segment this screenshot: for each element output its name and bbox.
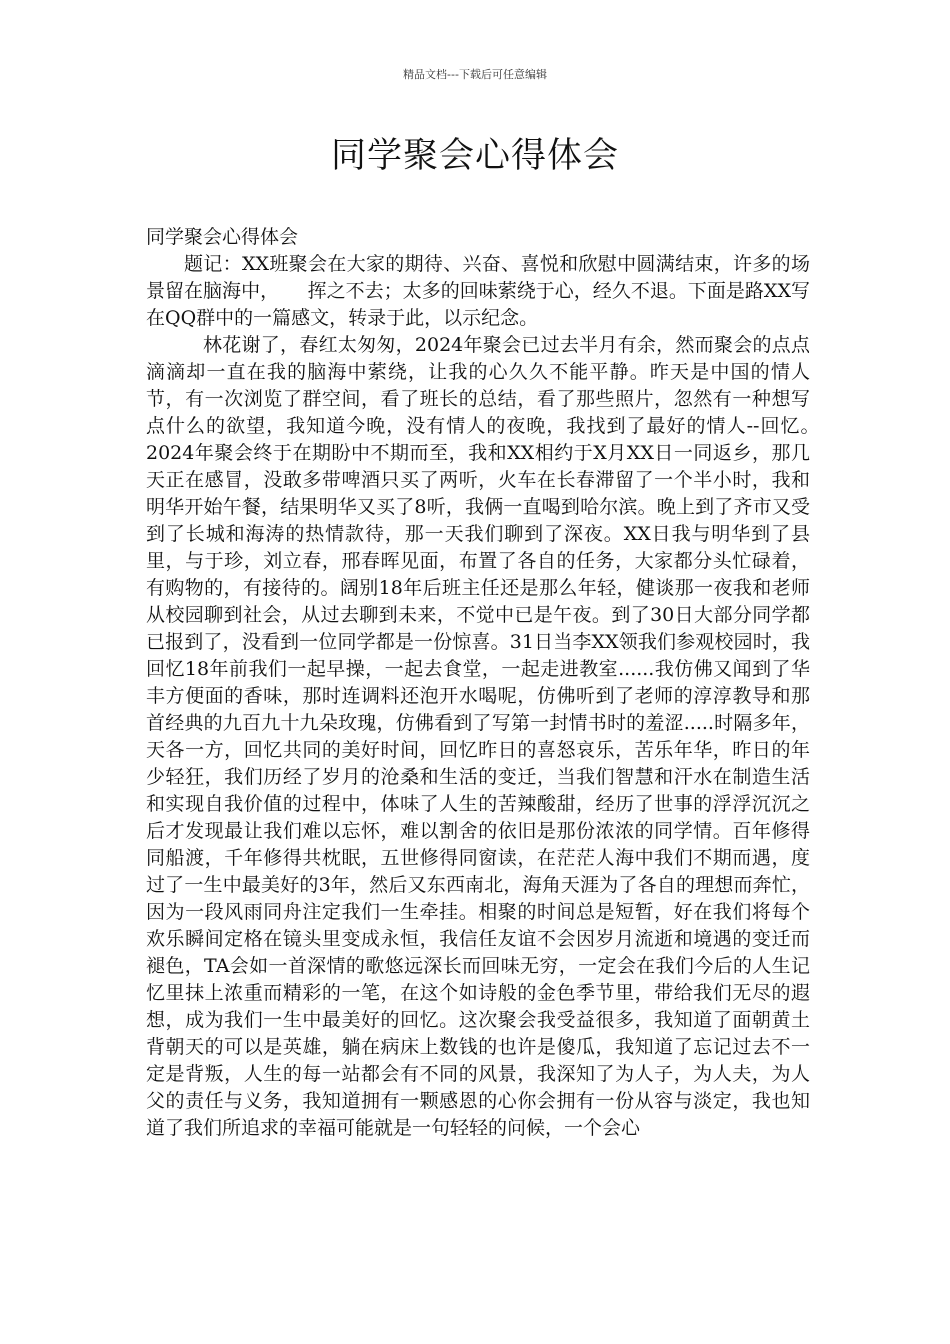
paragraph-main: 林花谢了，春红太匆匆，2024年聚会已过去半月有余，然而聚会的点点滴滴却一直在我的脑海中萦绕，让我的心久久不能平静。昨天是中国的情人节，有一次浏览了群空间，看了班长的总结，看了那些照片，忽然有一种想写点什么的欲望，我知道今晚，没有情人的夜晚，我找到了最好的情人--回忆。 2024年聚会终于在期盼中不期而至，我和XX相约于X月XX日一同返乡，那几天正在感冒，没敢多带啤酒只买了两听，火车在长春滞留了一个半小时，我和明华开始午餐，结果明华又买了8听，我俩一直喝到哈尔滨。晚上到了齐市又受到了长城和海涛的热情款待，那一天我们聊到了深夜。XX日我与明华到了县里，与于珍，刘立春，邢春晖见面，布置了各自的任务，大家都分头忙碌着，有购物的，有接待的。阔别18年后班主任还是那么年轻，健谈那一夜我和老师从校园聊到社会，从过去聊到未来，不觉中已是午夜。到了30日大部分同学都已报到了，没看到一位同学都是一份惊喜。31日当李XX领我们参观校园时，我回忆18年前我们一起早操，一起去食堂，一起走进教室......我仿佛又闻到了华丰方便面的香味，那时连调料还泡开水喝呢，仿佛听到了老师的淳淳教导和那首经典的九百九十九朵玫瑰，仿佛看到了写第一封情书时的羞涩.....时隔多年，天各一方，回忆共同的美好时间，回忆昨日的喜怒哀乐，苦乐年华，昨日的年少轻狂，我们历经了岁月的沧桑和生活的变迁，当我们智慧和汗水在制造生活和实现自我价值的过程中，体味了人生的苦辣酸甜，经历了世事的浮浮沉沉之后才发现最让我们难以忘怀，难以割舍的依旧是那份浓浓的同学情。百年修得同船渡，千年修得共枕眠，五世修得同窗读，在茫茫人海中我们不期而遇，度过了一生中最美好的3年，然后又东西南北，海角天涯为了各自的理想而奔忙，因为一段风雨同舟注定我们一生牵挂。相聚的时间总是短暂，好在我们将每个欢乐瞬间定格在镜头里变成永恒，我信任友谊不会因岁月流逝和境遇的变迁而褪色，TA会如一首深情的歌悠远深长而回味无穷，一定会在我们今后的人生记忆里抹上浓重而精彩的一笔，在这个如诗般的金色季节里，带给我们无尽的遐想，成为我们一生中最美好的回忆。这次聚会我受益很多，我知道了面朝黄土背朝天的可以是英雄，躺在病床上数钱的也许是傻瓜，我知道了忘记过去不一定是背叛，人生的每一站都会有不同的风景，我深知了为人子，为人夫，为人父的责任与义务，我知道拥有一颗感恩的心你会拥有一份从容与淡定，我也知道了我们所追求的幸福可能就是一句轻轻的问候，一个会心 xyxy=(146,334,849,1139)
paragraph-foreword: 题记：XX班聚会在大家的期待、兴奋、喜悦和欣慰中圆满结束，许多的场景留在脑海中， 挥之不去；太多的回味萦绕于心，经久不退。下面是路XX写在QQ群中的一篇感文，转录于此，以示纪念。 xyxy=(146,253,810,329)
document-title: 同学聚会心得体会 xyxy=(330,136,619,176)
document-subtitle: 同学聚会心得体会 xyxy=(146,226,299,248)
header-note: 精品文档---下载后可任意编辑 xyxy=(403,68,547,81)
document-body xyxy=(146,224,849,1142)
